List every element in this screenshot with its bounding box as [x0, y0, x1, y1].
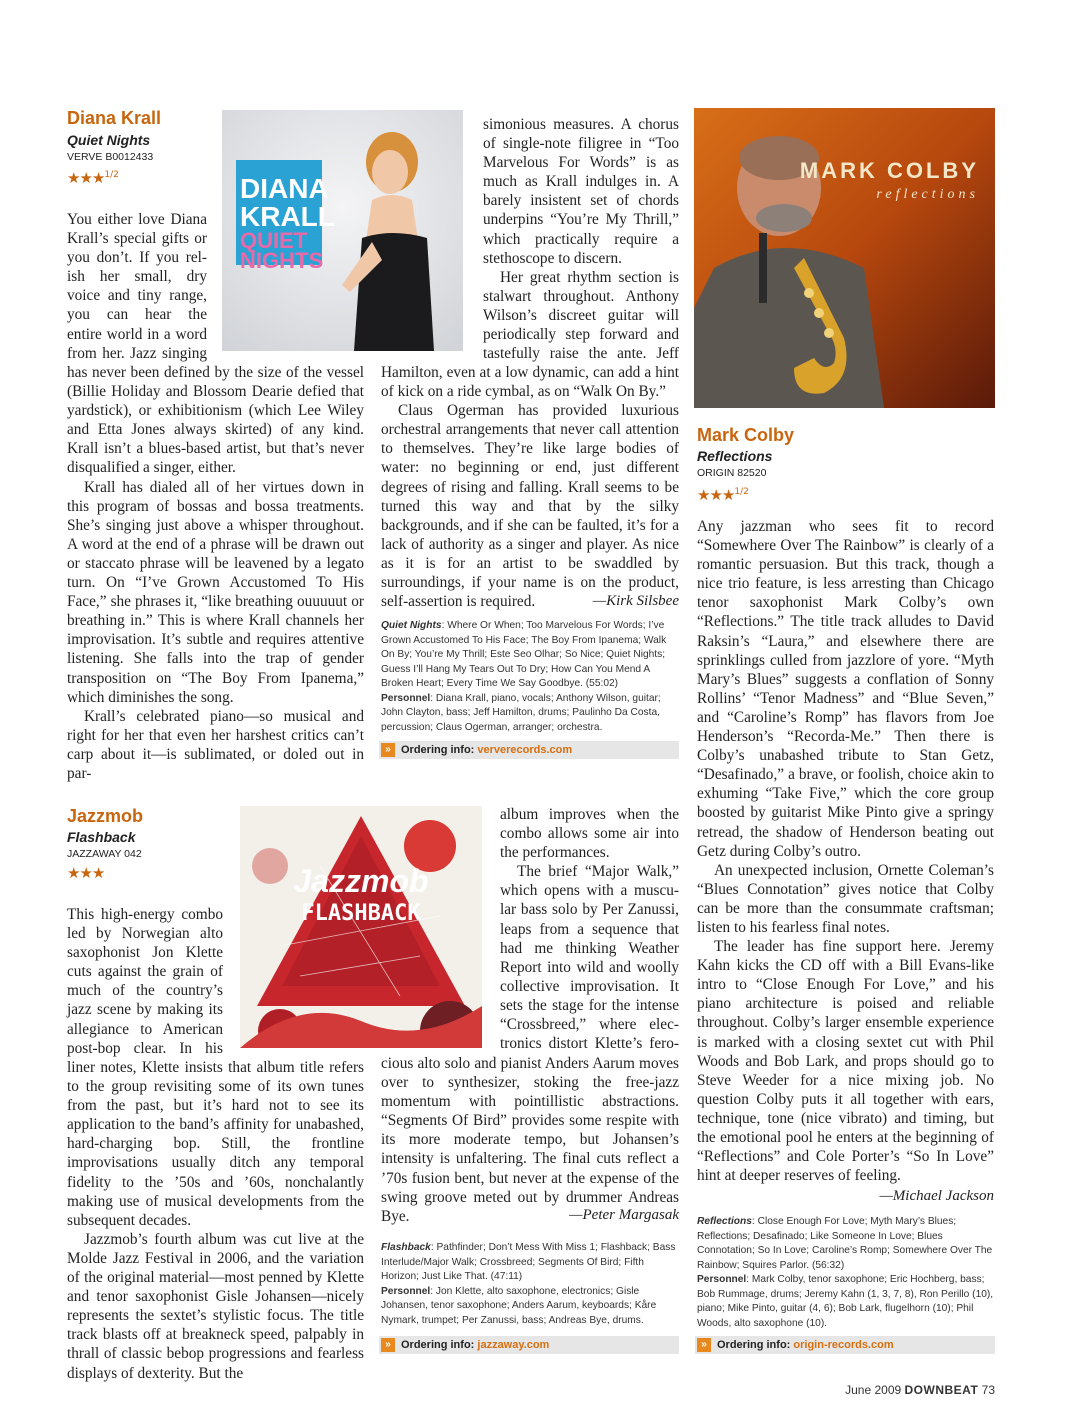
review-3-rating: ★★★$^{1/2}$: [697, 486, 749, 504]
review-1-album: Quiet Nights: [67, 132, 151, 148]
review-2-col2-wrap: album improves when the combo allows some air into the performances. The brief “Major Walk,” which opens with a muscu- lar bass solo by Per Zanussi, leaps from a sequence that had me thinking Weather Report into wild and woolly collective improvisation. It sets the stage for the intense “Crossbreed,” where elec- tronics distort Klette’s fero-: [500, 806, 679, 1053]
cover-text-2: reflections: [876, 187, 979, 202]
review-2-body: liner notes, Klette insists that album title refers to the group revisiting some of its own tunes from the past, but it’s hard not to see its application to the band’s affinity for unabashed, hard-charging bop. Still, the frontline improvisations usually ditch any temporal fidelity to the ’50s and ’60s, nonchalantly making use of musical developments from the subsequent decades. Jazzmob’s fourth album was cut live at the Molde Jazz Festival in 2006, and the variation of the original material—most penned by Klette and tenor saxophonist Gisle Johansen—nicely represents the sextet’s stylistic focus. The title track blasts off at breakneck speed, palpably in thrall of classic bebop progressions and fearless displays of dexterity. But the: [67, 1059, 364, 1382]
review-1-wrap-text: You either love Diana Krall’s special gifts or you don’t. If you rel- ish her small, dry voice and tiny range, you can hear the entire world in a word from her. Jazz singing: [67, 211, 207, 362]
review-3-label: ORIGIN 82520: [697, 467, 767, 479]
review-3-reviewer: —Michael Jackson: [879, 1188, 994, 1204]
review-3-ordering-info: » Ordering info: origin-records.com: [695, 1336, 995, 1354]
review-2-artist: Jazzmob: [67, 806, 144, 826]
cover-text-1: MARK COLBY: [799, 158, 979, 183]
review-1-col2-body: Hamilton, even at a low dynamic, can add a hint of kick on a ride cymbal, as on “Walk On By.” Claus Ogerman has provided luxurious orchestral arrangements that never call attention to themselves. They’re like large bodies of water: no beginning or end, just different degrees of rising and falling. Krall seems to be turned this way and that by the silky backgrounds, and if she can be faulted, it’s for a lack of authority as a singer and player. As nice as it is for an artist to be swaddled by surroundings, if your name is on the product, self-assertion is required.: [381, 364, 679, 611]
review-3-body: Any jazzman who sees fit to record “Somewhere Over The Rainbow” is clearly of a romantic persuasion. But this track, though a nice trio feature, is less arresting than Chicago tenor saxophonist Mark Colby’s own “Reflections.” The title track alludes to David Raksin’s “Laura,” and elsewhere there are sprinklings culled from jazzlore of yore. “Myth Mary’s Blues” suggests a conflation of Sonny Rollins’ “Tenor Madness” and “Blue Seven,” and “Caroline’s Romp” has flavors from Joe Henderson’s “Recorda-Me.” Then there is Colby’s unabashed tribute to Stan Getz, “Desafinado,” a brave, or foolish, choice akin to exhuming “Take Five,” which the core group boosted by guitarist Mike Pinto give a springy retread, the shadow of Henderson beating out Getz during Colby’s outro. An unexpected inclusion, Ornette Coleman’s “Blues Connotation” gives notice that Colby can be more than the consummate craftsman; listen to his fearless final notes. The leader has fine support here. Jeremy Kahn kicks the CD off with a Bill Evans-like intro to “Close Enough For Love,” and his piano architecture is poised and reliable throughout. Colby’s larger ensemble experience is marked with a closing sextet cut with Phil Woods and Bob Lark, and props should go to Steve Weeder for a nice mixing job. No question Colby puts it all together with ears, technique, tone (nice vibrato) and timing, but the emotional pool he enters at the beginning of “Reflections” and Cole Porter’s “So In Love” hint at deeper reserves of feeling.: [697, 518, 994, 1185]
cover-text-2: KRALL: [240, 201, 335, 232]
review-3-album-cover: [694, 108, 995, 408]
review-1-tracklist: Quiet Nights: Where Or When; Too Marvelous For Words; I’ve Grown Accustomed To His Face; The Boy From Ipanema; Walk On By; You’re My Thrill; Este Seo Olhar; So Nice; Quiet Nights; Guess I’ll Hang My Tears Out To Dry; How Can You Mend A Broken Heart; Every Time We Say Goodbye. (55:02) Personnel: Diana Krall, piano, vocals; Anthony Wilson, guitar; John Clayton, bass; Jeff Hamilton, drums; Paulinho Da Costa, percussion; Claus Ogerman, arranger; orchestra.: [381, 620, 667, 733]
review-1-album-cover: [222, 110, 463, 351]
review-3-artist: Mark Colby: [697, 425, 795, 445]
review-2-order-link[interactable]: jazzaway.com: [477, 1339, 550, 1351]
review-2-rating: ★★★: [67, 864, 105, 882]
review-2-ordering-info: » Ordering info: jazzaway.com: [379, 1336, 679, 1354]
arrow-icon: »: [381, 743, 395, 757]
cover-text-2: FLASHBACK: [301, 901, 421, 926]
review-2-album-cover: [240, 806, 482, 1048]
review-1-order-link[interactable]: ververecords.com: [477, 744, 573, 756]
review-3-order-link[interactable]: origin-records.com: [793, 1339, 894, 1351]
footer-page-number: 73: [981, 1383, 995, 1397]
cover-text-4: NIGHTS: [240, 248, 324, 273]
arrow-icon: »: [697, 1338, 711, 1352]
cover-text-1: Jazzmob: [293, 863, 429, 899]
footer-magazine: DOWNBEAT: [904, 1383, 979, 1397]
review-1-label: VERVE B0012433: [67, 151, 154, 163]
page-footer: [820, 1383, 995, 1397]
review-3-tracklist: Reflections: Close Enough For Love; Myth Mary’s Blues; Reflections; Desafinado; Like Someone In Love; Blues Connotation; So In Love; Caroline’s Romp; Somewhere Over The Rainbow; Squires Parlor. (56:32) Personnel: Mark Colby, tenor saxophone; Eric Hochberg, bass; Bob Rummage, drums; Jeremy Kahn (1, 3, 7, 8), Ron Perillo (10), piano; Mike Pinto, guitar (4, 6); Bob Lark, flugelhorn (10); Phil Woods, alto saxophone (10).: [697, 1216, 994, 1329]
arrow-icon: »: [381, 1338, 395, 1352]
review-2-tracklist: Flashback: Pathfinder; Don’t Mess With Miss 1; Flashback; Bass Interlude/Major Walk; Crossbreed; Segments Of Bird; Fifth Horizon; Just Like That. (47:11) Personnel: Jon Klette, alto saxophone, electronics; Gisle Johansen, tenor saxophone; Anders Aarum, keyboards; Kåre Nymark, trumpet; Per Zanussi, bass; Andreas Bye, drums.: [381, 1242, 676, 1326]
review-1-reviewer: —Kirk Silsbee: [592, 593, 679, 609]
cover-text-3: QUIET: [240, 228, 308, 253]
review-2-album: Flashback: [67, 829, 136, 845]
cover-text-1: DIANA: [240, 173, 329, 204]
review-2-wrap-text: This high-energy combo led by Norwegian alto saxophonist Jon Klette cuts against the grain of much of the country’s jazz scene by making its allegiance to American post-bop clear. In his: [67, 906, 223, 1057]
review-1-body: has never been defined by the size of the vessel (Billie Holiday and Blossom Dearie defied that yardstick), or exhibitionism (which Lee Wiley and Etta Jones always skirted) of any kind. Krall isn’t a blues-based artist, but that’s never disqualified a singer, either. Krall has dialed all of her virtues down in this program of bossas and bossa treatments. She’s singing just above a whisper throughout. A word at the end of a phrase will be drawn out or staccato phrase will be leavened by a legato turn. On “I’ve Grown Accustomed To His Face,” she phrases it, “like breathing ouuuuut or breathing in.” This is where Krall channels her improvisation. It’s subtle and requires attentive listening. She falls into the trap of gender transposition on “The Boy From Ipanema,” which diminishes the song. Krall’s celebrated piano—so musical and right for her that even her harshest critics can’t carp about it—is sublimated, or doled out in par-: [67, 364, 364, 782]
review-1-ordering-info: » Ordering info: ververecords.com: [379, 741, 679, 759]
review-1-rating: ★★★$^{1/2}$: [67, 169, 119, 187]
review-1-artist: Diana Krall: [67, 108, 162, 128]
review-2-col2-body: cious alto solo and pianist Anders Aarum moves over to synthesizer, stoking the free-jazz momentum with pointillistic abstractions. “Segments Of Bird” provides some respite with its more moderate tempo, but Johansen’s intensity is unfaltering. The final cuts reflect a ’70s fusion bent, but never at the expense of the swing groove meted out by drummer Andreas Bye.: [381, 1055, 679, 1225]
review-2-reviewer: —Peter Margasak: [569, 1207, 679, 1223]
review-3-album: Reflections: [697, 448, 773, 464]
review-1-col2-wrap: simonious measures. A chorus of single-note filigree in “Too Marvelous For Words” is as much as Krall indulges in. A barely insistent set of chords underpins “You’re My Thrill,” which practically require a stethoscope to discern. Her great rhythm section is stalwart throughout. Anthony Wilson’s discreet guitar will periodically step forward and tastefully raise the ante. Jeff: [483, 116, 679, 363]
review-2-label: JAZZAWAY 042: [67, 848, 142, 860]
footer-date: June 2009: [845, 1383, 902, 1397]
